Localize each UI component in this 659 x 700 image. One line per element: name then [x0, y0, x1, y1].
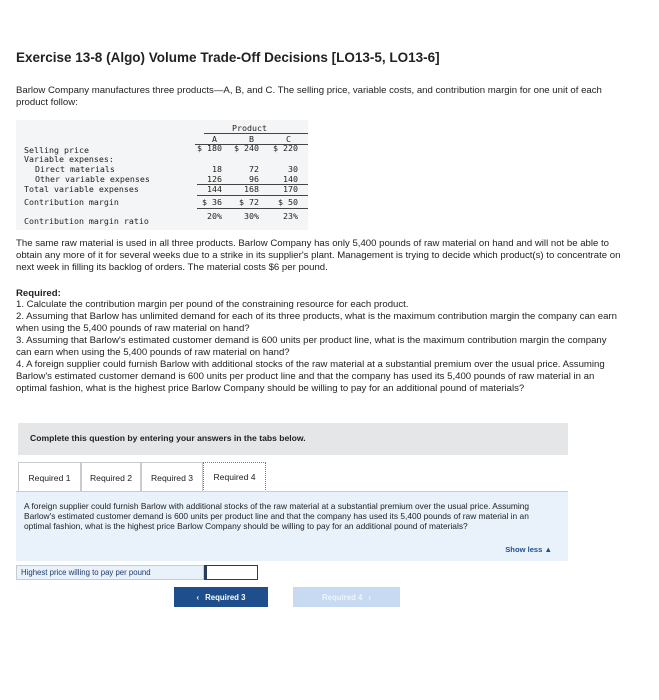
row-label-selling-price: Selling price	[24, 145, 89, 155]
scenario-text: The same raw material is used in all three products. Barlow Company has only 5,400 pounds of raw material on hand and will not be able to obtain any more of it for several weeks due to a strike in its supplier's plant. Management is trying to decide which product(s) to concentrate on next week in filling its backlog of orders. The material costs $6 per pound.	[16, 238, 621, 273]
cell-other-variable-c: 140	[283, 174, 298, 184]
row-label-other-variable: Other variable expenses	[35, 174, 150, 184]
cell-direct-materials-c: 30	[288, 164, 298, 174]
cell-cm-ratio-c: 23%	[283, 211, 298, 221]
next-required-button[interactable]	[293, 587, 400, 607]
cell-total-variable-b: 168	[244, 184, 259, 194]
answer-row-label: Highest price willing to pay per pound	[16, 565, 204, 580]
cell-contribution-margin-a: $ 36	[202, 197, 222, 207]
cell-other-variable-b: 96	[249, 174, 259, 184]
cell-direct-materials-b: 72	[249, 164, 259, 174]
cell-other-variable-a: 126	[207, 174, 222, 184]
required-item-2: 2. Assuming that Barlow has unlimited demand for each of its three products, what is the maximum contribution margin the company can earn when using the 5,400 pounds of raw material on hand?	[16, 311, 617, 334]
intro-text: Barlow Company manufactures three products—A, B, and C. The selling price, variable costs, and contribution margin for one unit of each product follow:	[16, 85, 602, 108]
instructions-banner	[18, 423, 568, 455]
cell-direct-materials-a: 18	[212, 164, 222, 174]
cell-cm-ratio-b: 30%	[244, 211, 259, 221]
col-header-b: B	[249, 134, 254, 144]
cell-selling-price-c: $ 220	[273, 143, 298, 153]
chevron-right-icon: ›	[368, 592, 371, 602]
tab-required-2[interactable]: Required 2	[81, 462, 141, 492]
required-item-3: 3. Assuming that Barlow's estimated customer demand is 600 units per product line, what is the maximum contribution margin the company can earn when using the 5,400 pounds of raw material on hand?	[16, 335, 607, 358]
panel-question-text: A foreign supplier could furnish Barlow with additional stocks of the raw material at a substantial premium over the usual price. Assuming Barlow's estimated customer demand is 600 units per product line and that the company has used its 5,400 pounds of raw material in an optimal fashion, what is the highest price Barlow Company should be willing to pay for an additional pound of materials?	[24, 501, 530, 531]
tab-required-3[interactable]: Required 3	[141, 462, 203, 492]
cell-total-variable-a: 144	[207, 184, 222, 194]
col-header-c: C	[286, 134, 291, 144]
row-label-contribution-margin: Contribution margin	[24, 197, 119, 207]
question-panel	[16, 491, 568, 561]
cell-contribution-margin-c: $ 50	[278, 197, 298, 207]
row-label-total-variable: Total variable expenses	[24, 184, 139, 194]
cell-selling-price-b: $ 240	[234, 143, 259, 153]
prev-required-button[interactable]	[174, 587, 268, 607]
prev-button-label: Required 3	[205, 592, 246, 602]
cell-cm-ratio-a: 20%	[207, 211, 222, 221]
col-header-a: A	[212, 134, 217, 144]
required-heading: Required:	[16, 288, 61, 299]
row-label-direct-materials: Direct materials	[35, 164, 115, 174]
cell-selling-price-a: $ 180	[197, 143, 222, 153]
cell-total-variable-c: 170	[283, 184, 298, 194]
row-label-cm-ratio: Contribution margin ratio	[24, 216, 149, 226]
product-table	[16, 120, 308, 230]
required-item-1: 1. Calculate the contribution margin per pound of the constraining resource for each product.	[16, 299, 409, 310]
cell-contribution-margin-b: $ 72	[239, 197, 259, 207]
tab-required-4[interactable]: Required 4	[203, 462, 266, 490]
product-header: Product	[232, 123, 267, 133]
instructions-text: Complete this question by entering your answers in the tabs below.	[30, 433, 306, 443]
highest-price-input[interactable]	[204, 565, 258, 580]
exercise-title: Exercise 13-8 (Algo) Volume Trade-Off Decisions [LO13-5, LO13-6]	[16, 50, 440, 65]
show-less-link[interactable]: Show less ▲	[505, 545, 552, 554]
row-label-variable-expenses: Variable expenses:	[24, 154, 114, 164]
chevron-left-icon: ‹	[196, 592, 200, 602]
next-button-label: Required 4	[322, 592, 363, 602]
tab-required-1[interactable]: Required 1	[18, 462, 81, 492]
required-item-4: 4. A foreign supplier could furnish Barlow with additional stocks of the raw material at a substantial premium over the usual price. Assuming Barlow's estimated customer demand is 600 units per product line and that the company has used its 5,400 pounds of raw material in an optimal fashion, what is the highest price Barlow Company should be willing to pay for an additional pound of materials?	[16, 359, 605, 394]
